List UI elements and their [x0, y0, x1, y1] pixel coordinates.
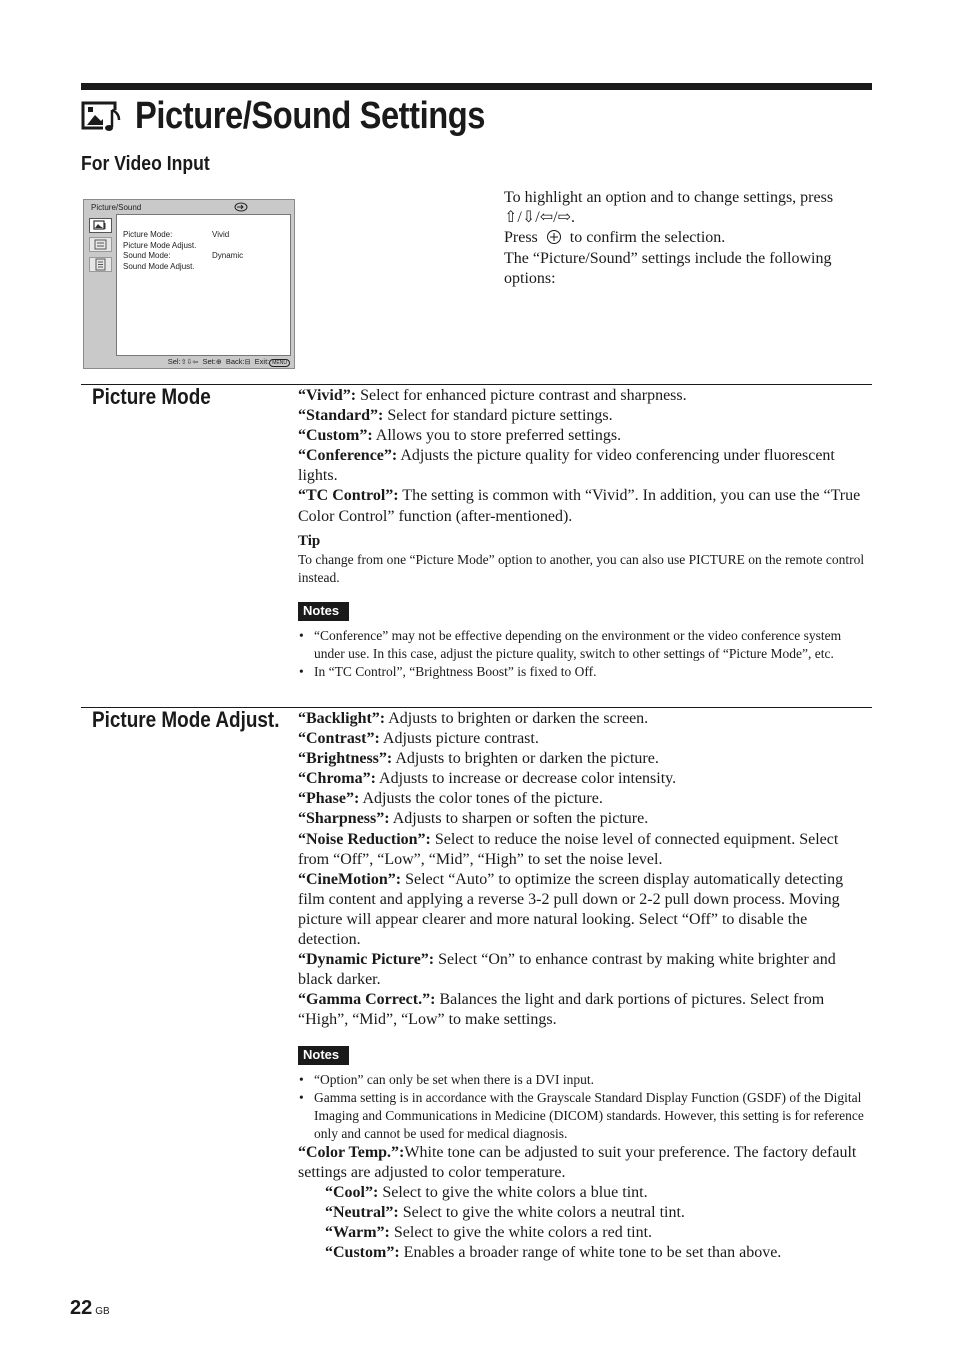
item-term: “Conference”: — [298, 447, 398, 465]
back-icon: ⊟ — [244, 359, 251, 366]
color-temp-option — [298, 1183, 872, 1203]
item-term: “Brightness”: — [298, 750, 393, 768]
item-desc: Select “On” to enhance contrast by making white brighter and black darker. — [298, 951, 836, 989]
picture-mode-item — [298, 446, 872, 486]
adjust-item — [298, 809, 872, 829]
menu-footer-exit: Exit: — [254, 357, 270, 366]
picture-sound-icon — [90, 219, 111, 232]
intro-confirm: to confirm the selection. — [569, 229, 726, 247]
menu-row-sound-mode[interactable]: Sound Mode: — [123, 251, 171, 260]
adjust-item — [298, 830, 872, 870]
item-term: “Chroma”: — [298, 770, 376, 788]
menu-row-picture-mode-adjust[interactable]: Picture Mode Adjust. — [123, 241, 197, 250]
picture-mode-adjust-body — [298, 709, 872, 1263]
item-term: “Sharpness”: — [298, 810, 390, 828]
intro-line-3: The “Picture/Sound” settings include the following options: — [504, 249, 832, 287]
item-term: “Phase”: — [298, 790, 360, 808]
note-item: • In “TC Control”, “Brightness Boost” is fixed to Off. — [298, 663, 872, 681]
page-region: GB — [95, 1306, 110, 1317]
menu-footer-back: Back: — [225, 357, 245, 366]
color-temp-item — [298, 1143, 872, 1183]
note-item: • “Option” can only be set when there is a DVI input. — [298, 1071, 872, 1089]
item-term: “CineMotion”: — [298, 870, 402, 888]
menu-tab-options[interactable] — [89, 257, 112, 272]
item-desc: Adjusts to sharpen or soften the picture. — [389, 810, 649, 828]
item-term: “Noise Reduction”: — [298, 830, 431, 848]
item-term: “TC Control”: — [298, 487, 399, 505]
item-desc: White tone can be adjusted to suit your preference. The factory default settings are adjusted to color temperature. — [298, 1143, 857, 1181]
item-desc: Adjusts to brighten or darken the screen. — [385, 710, 649, 727]
tip-title: Tip — [298, 532, 321, 549]
item-desc: Adjusts the picture quality for video conferencing under fluorescent lights. — [298, 447, 835, 485]
intro-text — [504, 188, 874, 289]
menu-footer — [168, 357, 290, 366]
item-term: “Standard”: — [298, 407, 384, 425]
item-term: “Vivid”: — [298, 387, 357, 404]
adjust-item — [298, 709, 872, 729]
item-term: “Custom”: — [298, 427, 373, 445]
input-icon — [234, 202, 248, 212]
picture-mode-item — [298, 386, 872, 406]
item-desc: Select for enhanced picture contrast and sharpness. — [356, 387, 687, 404]
notes-badge: Notes — [298, 602, 349, 621]
intro-line-2 — [504, 228, 874, 248]
item-term: “Contrast”: — [298, 730, 380, 748]
notes-list — [298, 1071, 872, 1143]
page-title-text: Picture/Sound Settings — [135, 94, 486, 137]
picture-mode-item — [298, 486, 872, 526]
intro-line-1 — [504, 188, 874, 228]
menu-row-picture-mode[interactable]: Picture Mode: — [123, 230, 173, 239]
item-desc: The setting is common with “Vivid”. In addition, you can use the “True Color Control” function (after-mentioned). — [298, 487, 861, 525]
menu-value-picture-mode: Vivid — [212, 230, 230, 239]
tip-text: To change from one “Picture Mode” option to another, you can also use PICTURE on the remote control instead. — [298, 551, 865, 585]
item-desc: Enables a broader range of white tone to be set than above. — [399, 1244, 782, 1262]
note-item: • Gamma setting is in accordance with the Grayscale Standard Display Function (GSDF) of the Digital Imaging and Communications in Medicine (DICOM) standards. However, this setting is for reference only and cannot be used for medical diagnosis. — [298, 1089, 872, 1143]
item-desc: Balances the light and dark portions of pictures. Select from “High”, “Mid”, “Low” to make settings. — [298, 991, 825, 1029]
picture-mode-adjust-heading: Picture Mode Adjust. — [92, 707, 280, 732]
item-desc: Select to reduce the noise level of connected equipment. Select from “Off”, “Low”, “Mid”, “High” to set the noise level. — [298, 830, 839, 868]
item-desc: Select “Auto” to optimize the screen display automatically detecting film content and applying a reverse 3-2 pull down or 2-2 pull down process. Moving picture will appear clearer and more natural looking. Select “Off” to disable the detection. — [298, 870, 844, 949]
menu-key-icon: MENU — [269, 359, 290, 367]
item-term: “Gamma Correct.”: — [298, 991, 436, 1009]
menu-tab-picture-sound[interactable] — [89, 218, 112, 233]
item-desc: Select to give the white colors a red tint. — [389, 1223, 653, 1241]
enter-icon: ⊕ — [215, 359, 222, 366]
item-term: “Color Temp.”: — [298, 1143, 405, 1161]
top-rule — [81, 83, 872, 90]
section-subtitle: For Video Input — [81, 153, 210, 175]
intro-press: Press — [504, 229, 538, 247]
menu-value-sound-mode: Dynamic — [212, 251, 244, 260]
note-item: • “Conference” may not be effective depending on the environment or the video conference system under use. In this case, adjust the picture quality, switch to other settings of “Picture Mode”, etc. — [298, 627, 872, 663]
adjust-item — [298, 729, 872, 749]
menu-footer-set: Set: — [202, 357, 216, 366]
enter-button-icon — [546, 229, 562, 245]
adjust-item — [298, 990, 872, 1030]
setup-icon — [90, 238, 111, 251]
item-desc: Select for standard picture settings. — [383, 407, 613, 425]
adjust-item — [298, 870, 872, 950]
menu-title: Picture/Sound — [91, 203, 142, 212]
item-term: “Cool”: — [325, 1183, 379, 1201]
page-title — [81, 92, 542, 140]
adjust-item — [298, 950, 872, 990]
options-icon — [90, 258, 111, 271]
item-desc: Adjusts to increase or decrease color intensity. — [375, 770, 677, 788]
item-term: “Dynamic Picture”: — [298, 951, 435, 969]
item-term: “Warm”: — [325, 1223, 390, 1241]
color-temp-option — [298, 1223, 872, 1243]
item-desc: Select to give the white colors a neutral tint. — [398, 1203, 685, 1221]
item-term: “Custom”: — [325, 1244, 400, 1262]
notes-badge: Notes — [298, 1046, 349, 1065]
picture-mode-item — [298, 426, 872, 446]
notes-list — [298, 627, 872, 681]
intro-highlight-text: To highlight an option and to change settings, press — [504, 189, 834, 206]
picture-mode-heading: Picture Mode — [92, 384, 211, 409]
item-desc: Adjusts the color tones of the picture. — [359, 790, 603, 808]
item-desc: Select to give the white colors a blue tint. — [378, 1183, 648, 1201]
item-desc: Allows you to store preferred settings. — [372, 427, 622, 445]
adjust-item — [298, 769, 872, 789]
menu-tab-setup[interactable] — [89, 237, 112, 252]
color-temp-option — [298, 1203, 872, 1223]
adjust-item — [298, 749, 872, 769]
arrow-keys-icon: ⇧/⇩/⇦/⇨. — [504, 209, 575, 227]
picture-mode-item — [298, 406, 872, 426]
adjust-item — [298, 789, 872, 809]
item-desc: Adjusts to brighten or darken the picture. — [392, 750, 659, 768]
page-number — [70, 1297, 110, 1320]
picture-sound-icon — [81, 98, 127, 134]
menu-screen — [83, 199, 295, 369]
menu-panel — [116, 214, 291, 356]
item-desc: Adjusts picture contrast. — [379, 730, 539, 748]
menu-footer-sel: Sel: — [167, 357, 181, 366]
item-term: “Backlight”: — [298, 710, 386, 727]
color-temp-option — [298, 1243, 872, 1263]
updown-icon: ⇧⇩⇦ — [180, 359, 199, 366]
page-number-value: 22 — [70, 1297, 93, 1319]
menu-row-sound-mode-adjust[interactable]: Sound Mode Adjust. — [123, 262, 195, 271]
picture-mode-body — [298, 386, 872, 681]
item-term: “Neutral”: — [325, 1203, 399, 1221]
